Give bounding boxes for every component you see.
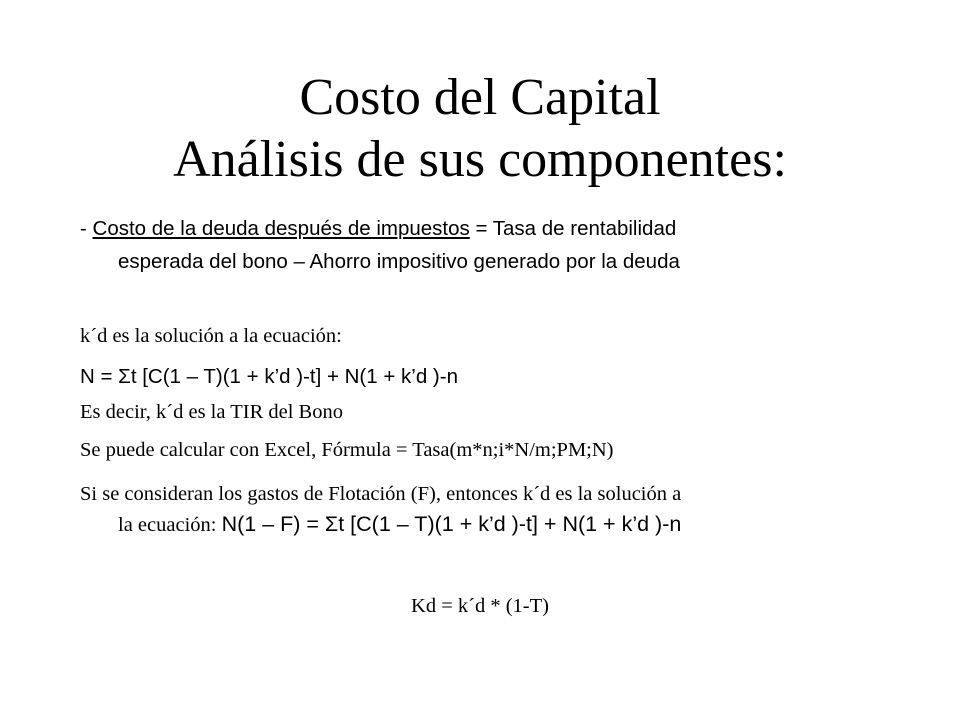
kd-formula: Kd = k´d * (1-T) (411, 595, 549, 617)
flotation-prefix: la ecuación: (118, 514, 222, 536)
bond-equation: N = Σt [C(1 – T)(1 + k’d )-t] + N(1 + k’d )-n (80, 365, 458, 388)
bullet-flotation-line1: Si se consideran los gastos de Flotación (F), entonces k´d es la solución a (80, 483, 682, 505)
flotation-equation: N(1 – F) = Σt [C(1 – T)(1 + k’d )-t] + N(1 + k’d )-n (221, 512, 682, 536)
bullet-flotation-line2 (118, 512, 948, 537)
bullet-kd-solution: k´d es la solución a la ecuación: (80, 325, 342, 347)
bullet-tir: Es decir, k´d es la TIR del Bono (80, 401, 343, 423)
slide-title-line1: Costo del Capital (299, 69, 661, 126)
cost-of-debt-rest-1: = Tasa de rentabilidad (469, 217, 677, 240)
cost-of-debt-rest-2: esperada del bono – Ahorro impositivo generado por la deuda (118, 250, 680, 273)
bullet-dash: - (80, 217, 93, 240)
slide-title-line2: Análisis de sus componentes: (173, 131, 787, 188)
bullet-excel-formula: Se puede calcular con Excel, Fórmula = Tasa(m*n;i*N/m;PM;N) (80, 439, 614, 461)
bullet-cost-of-debt (80, 217, 910, 241)
cost-of-debt-term: Costo de la deuda después de impuestos (92, 217, 470, 240)
